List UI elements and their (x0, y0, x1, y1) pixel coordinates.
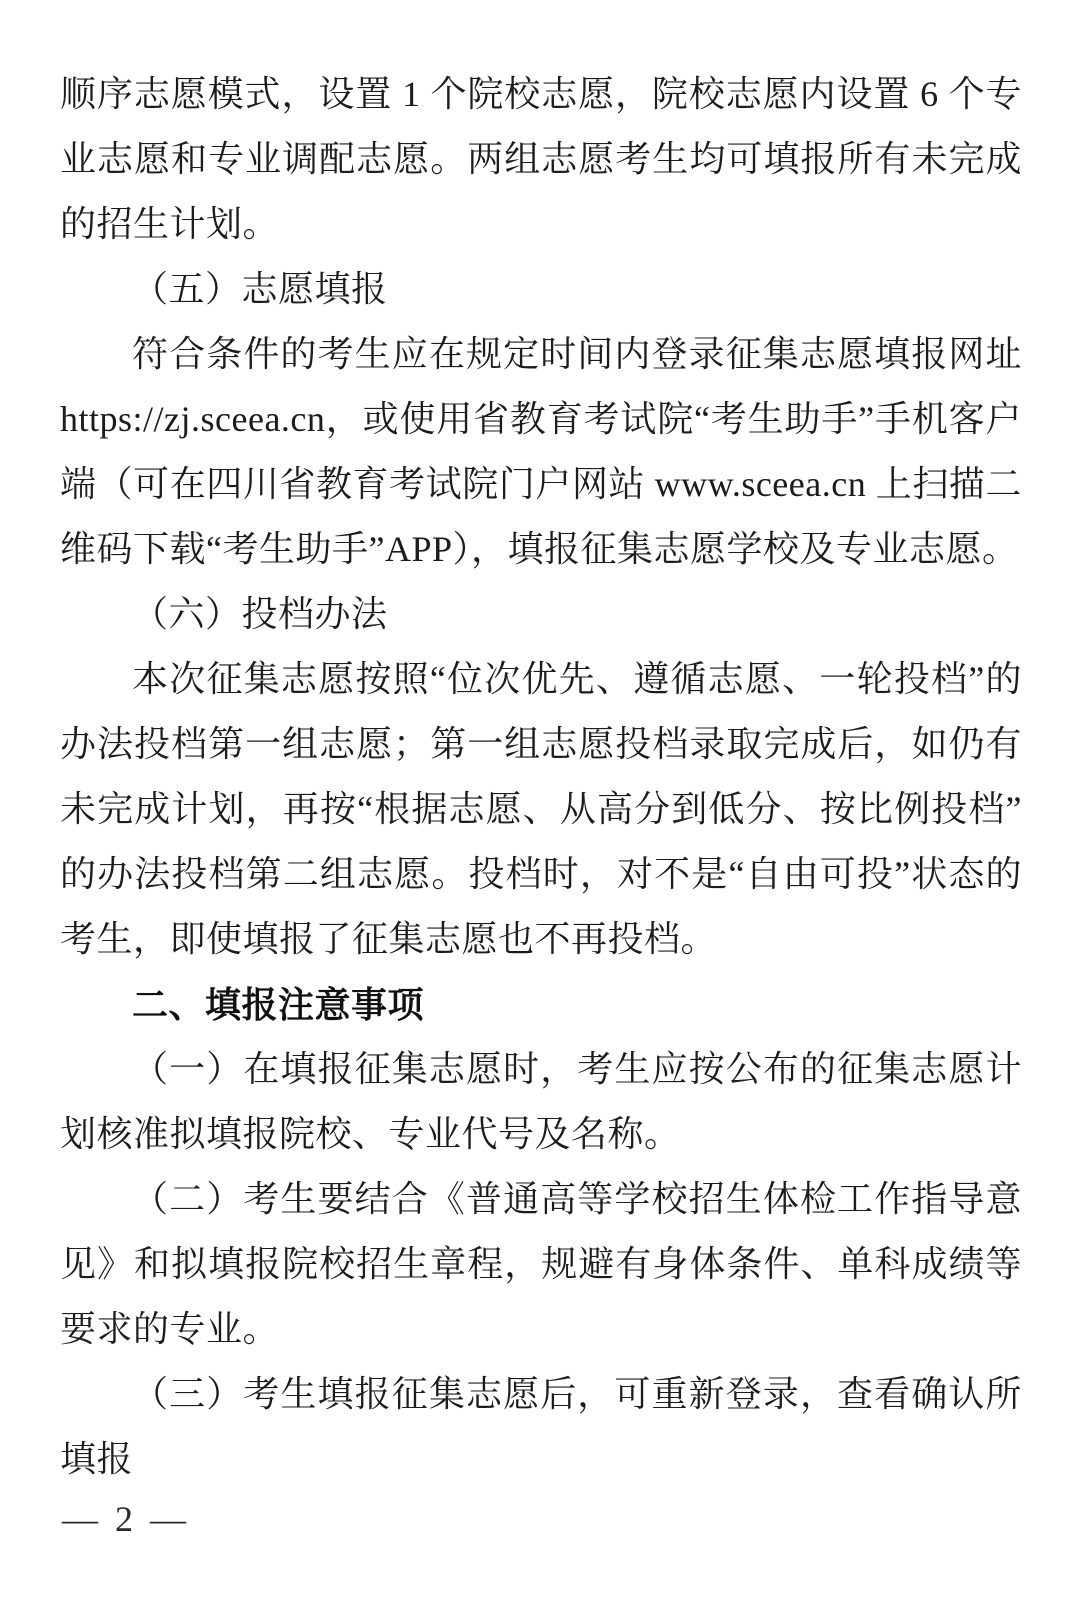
section-heading-6-archiving-method: （六）投档办法 (132, 594, 388, 634)
paragraph-archiving-method: 本次征集志愿按照“位次优先、遵循志愿、一轮投档”的办法投档第一组志愿；第一组志愿投档录取完成后，如仍有未完成计划，再按“根据志愿、从高分到低分、按比例投档”的办法投档第二组志愿。投档时，对不是“自由可投”状态的考生，即使填报了征集志愿也不再投档。 (60, 659, 1022, 959)
page-number: — 2 — (62, 1499, 190, 1539)
paragraph-volunteer-filling-instructions: 符合条件的考生应在规定时间内登录征集志愿填报网址 https://zj.sceea.cn，或使用省教育考试院“考生助手”手机客户端（可在四川省教育考试院门户网站 www.sceea.cn 上扫描二维码下载“考生助手”APP），填报征集志愿学校及专业志愿。 (60, 334, 1022, 569)
section-heading-2-notes: 二、填报注意事项 (132, 984, 425, 1025)
paragraph-note-1: （一）在填报征集志愿时，考生应按公布的征集志愿计划核准拟填报院校、专业代号及名称。 (60, 1049, 1022, 1154)
paragraph-note-3: （三）考生填报征集志愿后，可重新登录，查看确认所填报 (60, 1374, 1022, 1479)
section-heading-5-volunteer-filling: （五）志愿填报 (132, 269, 388, 309)
paragraph-note-2: （二）考生要结合《普通高等学校招生体检工作指导意见》和拟填报院校招生章程，规避有身体条件、单科成绩等要求的专业。 (60, 1179, 1022, 1349)
paragraph-continued-from-previous-page: 顺序志愿模式，设置 1 个院校志愿，院校志愿内设置 6 个专业志愿和专业调配志愿。两组志愿考生均可填报所有未完成的招生计划。 (60, 74, 1022, 244)
document-content (60, 62, 1022, 1492)
